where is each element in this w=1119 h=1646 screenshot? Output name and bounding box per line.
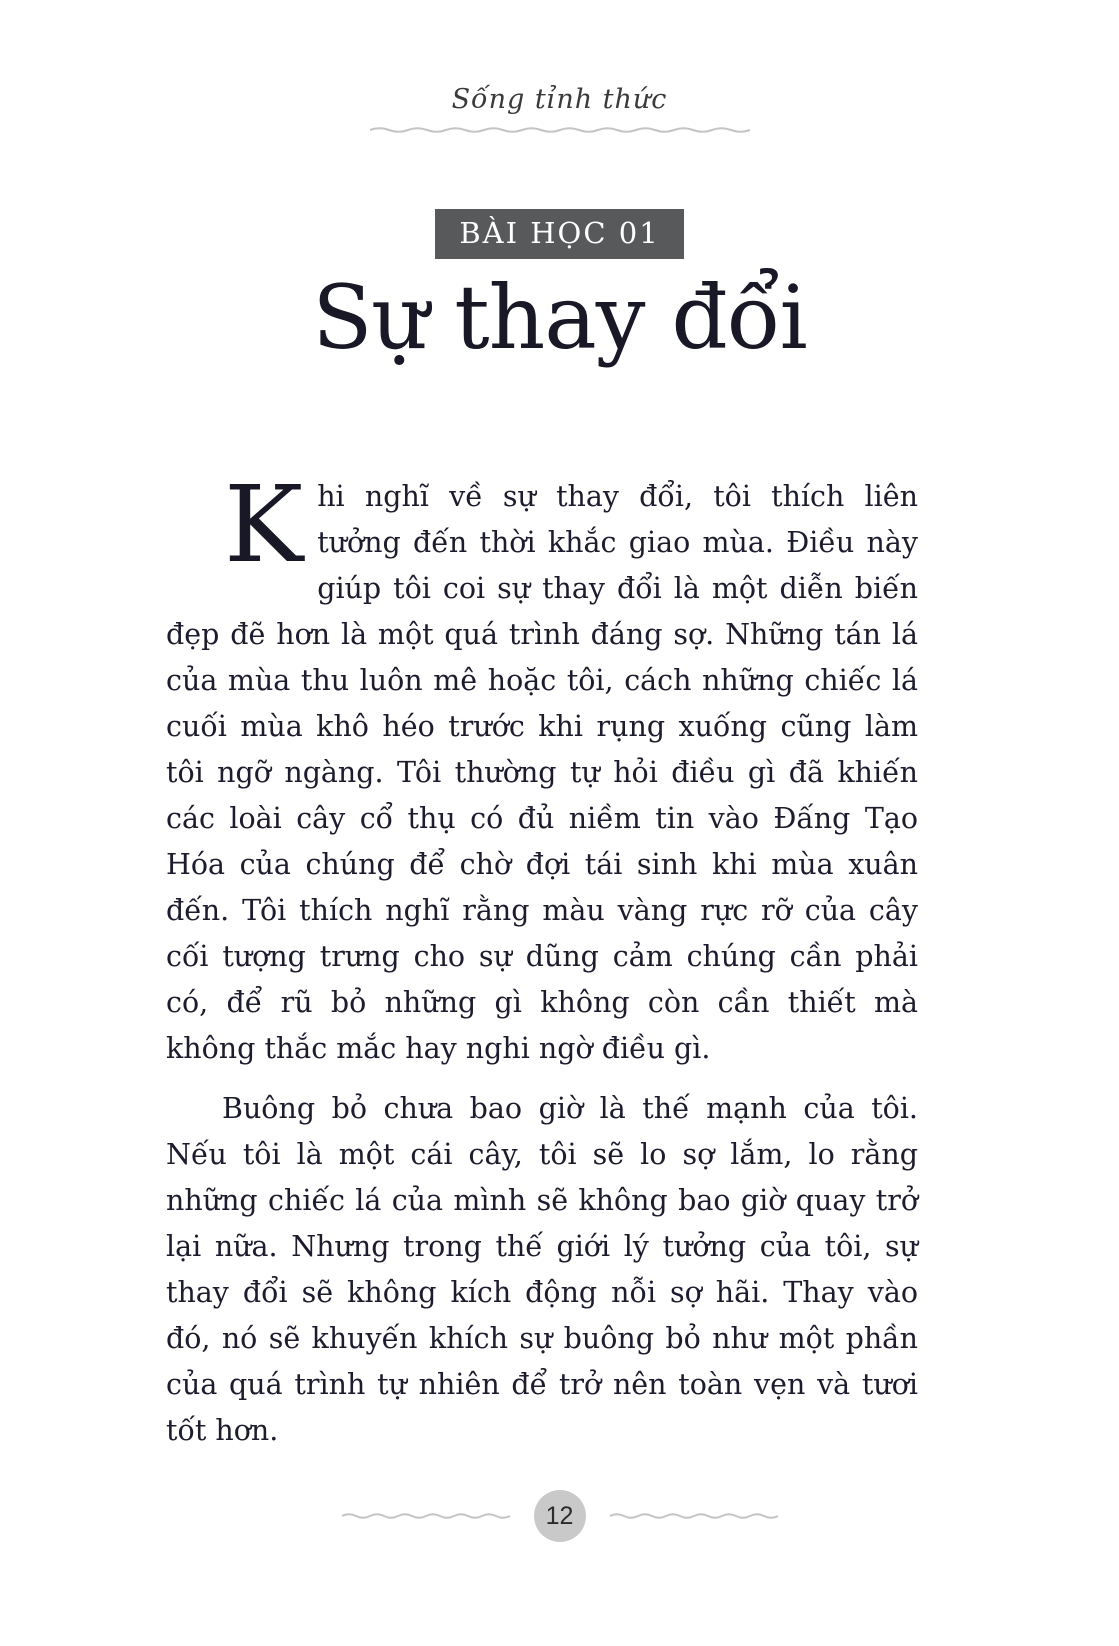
chapter-title: Sự thay đổi xyxy=(312,266,807,369)
page-number-badge xyxy=(534,1490,586,1542)
paragraph-1-text: hi nghĩ về sự thay đổi, tôi thích liên tưởng đến thời khắc giao mùa. Điều này giúp tôi coi sự thay đổi là một diễn biến đẹp đẽ hơn là một quá trình đáng sợ. Những tán lá của mùa thu luôn mê hoặc tôi, cách những chiếc lá cuối mùa khô héo trước khi rụng xuống cũng làm tôi ngỡ ngàng. Tôi thường tự hỏi điều gì đã khiến các loài cây cổ thụ có đủ niềm tin vào Đấng Tạo Hóa của chúng để chờ đợi tái sinh khi mùa xuân đến. Tôi thích nghĩ rằng màu vàng rực rỡ của cây cối tượng trưng cho sự dũng cảm chúng cần phải có, để rũ bỏ những gì không còn cần thiết mà không thắc mắc hay nghi ngờ điều gì. xyxy=(166,479,918,1065)
page-number: 12 xyxy=(545,1501,574,1530)
paragraph-2: Buông bỏ chưa bao giờ là thế mạnh của tôi. Nếu tôi là một cái cây, tôi sẽ lo sợ lắm, lo rằng những chiếc lá của mình sẽ không bao giờ quay trở lại nữa. Nhưng trong thế giới lý tưởng của tôi, sự thay đổi sẽ không kích động nỗi sợ hãi. Thay vào đó, nó sẽ khuyến khích sự buông bỏ như một phần của quá trình tự nhiên để trở nên toàn vẹn và tươi tốt hơn. xyxy=(166,1091,918,1447)
footer-wave-right xyxy=(610,1511,778,1521)
lesson-badge-row xyxy=(0,209,1119,259)
paragraph-1 xyxy=(166,462,918,1072)
page-footer xyxy=(0,1490,1119,1542)
header-wave-divider xyxy=(370,125,750,135)
running-header xyxy=(0,0,1119,135)
running-title: Sống tỉnh thức xyxy=(451,84,668,115)
body-text xyxy=(166,462,918,1454)
footer-wave-left xyxy=(342,1511,510,1521)
lesson-badge: BÀI HỌC 01 xyxy=(435,209,683,259)
dropcap-letter: K xyxy=(224,462,304,586)
